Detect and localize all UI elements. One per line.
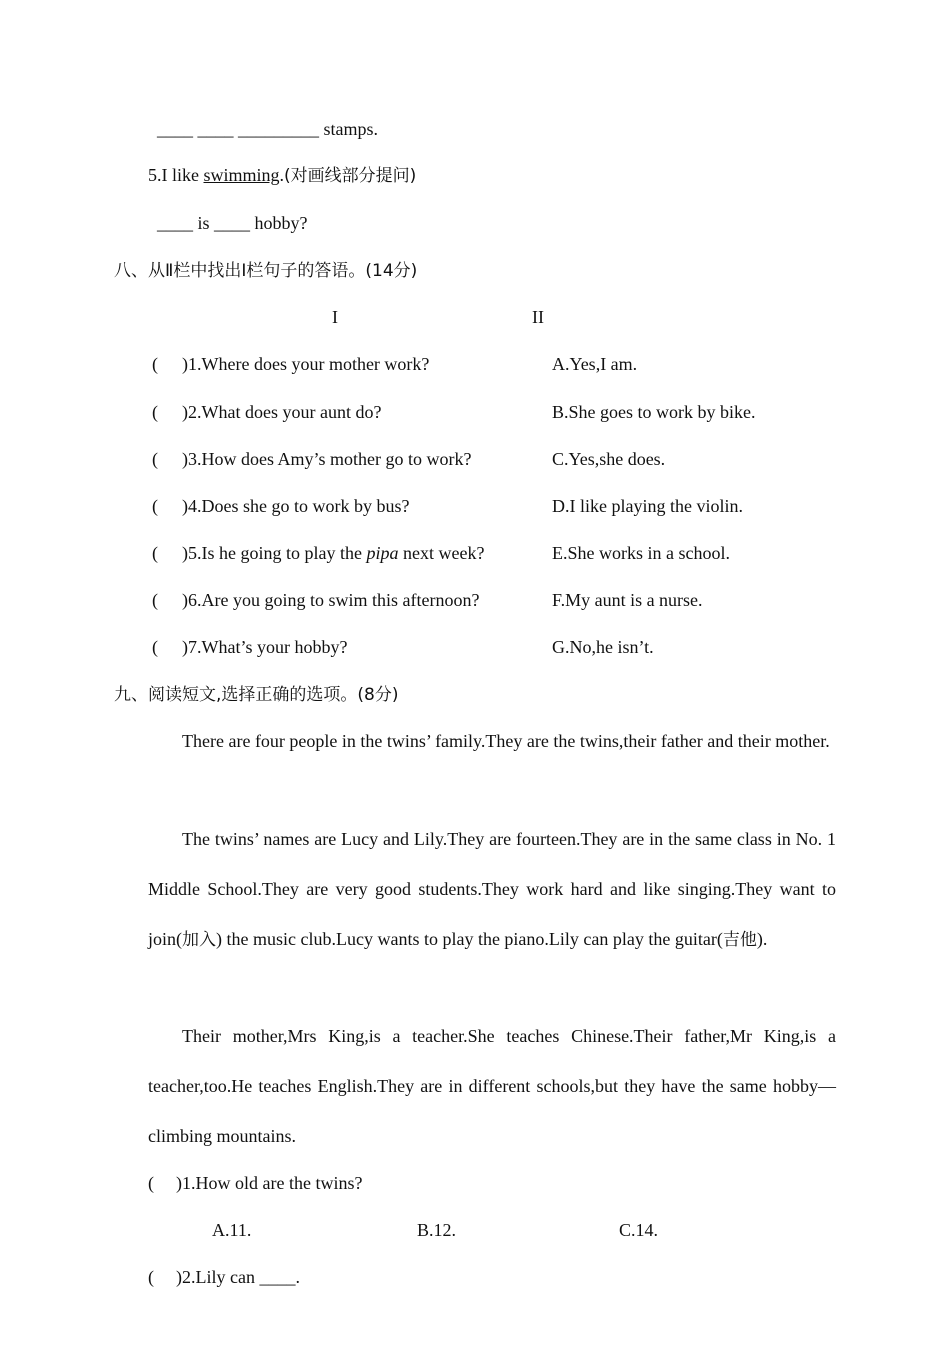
q5-suffix: . bbox=[279, 165, 285, 185]
answer-paren: ( bbox=[152, 449, 158, 469]
match-question: )4.Does she go to work by bus? bbox=[182, 496, 410, 516]
answer-paren: ( bbox=[152, 402, 158, 422]
stamps-answer-line: ____ ____ _________ stamps. bbox=[157, 119, 379, 139]
q5-pre: )5.Is he going to play the bbox=[182, 543, 367, 563]
q5-prefix: 5.I like bbox=[148, 165, 204, 185]
q5-instruction: (对画线部分提问) bbox=[284, 166, 417, 186]
answer-paren: ( bbox=[152, 637, 158, 657]
passage-paragraph-2 bbox=[148, 814, 836, 965]
option-b: B.12. bbox=[417, 1220, 457, 1240]
q5-underlined-word: swimming bbox=[203, 165, 280, 185]
match-answer: E.She works in a school. bbox=[552, 543, 730, 563]
answer-paren: ( bbox=[152, 496, 158, 516]
match-question: )6.Are you going to swim this afternoon? bbox=[182, 590, 480, 610]
option-c: C.14. bbox=[619, 1220, 659, 1240]
option-a: A.11. bbox=[212, 1220, 252, 1240]
match-answer: F.My aunt is a nurse. bbox=[552, 590, 703, 610]
column-2-header: II bbox=[532, 307, 544, 327]
q5-italic-word: pipa bbox=[366, 543, 399, 563]
question-text: )1.How old are the twins? bbox=[176, 1173, 363, 1193]
reading-question-2 bbox=[148, 1265, 300, 1289]
answer-paren: ( bbox=[152, 354, 158, 374]
question-5-line bbox=[148, 163, 416, 188]
match-answer: C.Yes,she does. bbox=[552, 449, 666, 469]
paragraph-3-text: Their mother,Mrs King,is a teacher.She teaches Chinese.Their father,Mr King,is a teacher,too.He teaches English.They are in different schools,but they have the same hobby—climbing mountains. bbox=[148, 1026, 836, 1146]
match-question: )2.What does your aunt do? bbox=[182, 402, 382, 422]
q5-post: next week? bbox=[398, 543, 485, 563]
reading-question-1 bbox=[148, 1171, 362, 1195]
p2-part-c: ). bbox=[756, 929, 768, 949]
match-answer: B.She goes to work by bike. bbox=[552, 402, 756, 422]
column-1-header: I bbox=[332, 307, 338, 327]
p2-chinese-guitar: 吉他 bbox=[722, 930, 757, 950]
p2-part-a: The twins’ names are Lucy and Lily.They are fourteen.They are in the same class in No. 1 Middle School.They are very good students.They work hard and like singing.They want to join( bbox=[148, 829, 836, 949]
match-answer: D.I like playing the violin. bbox=[552, 496, 743, 516]
passage-paragraph-3 bbox=[148, 1011, 836, 1161]
match-question: )7.What’s your hobby? bbox=[182, 637, 348, 657]
p2-chinese-join: 加入 bbox=[182, 930, 216, 950]
match-question: )3.How does Amy’s mother go to work? bbox=[182, 449, 472, 469]
paragraph-2-text bbox=[148, 814, 836, 965]
passage-paragraph-1 bbox=[148, 716, 836, 766]
paragraph-1-text: There are four people in the twins’ family.They are the twins,their father and their mother. bbox=[182, 731, 830, 751]
match-answer: A.Yes,I am. bbox=[552, 354, 638, 374]
section-9-heading: 九、阅读短文,选择正确的选项。(8分) bbox=[114, 685, 399, 705]
match-question: )1.Where does your mother work? bbox=[182, 354, 430, 374]
answer-paren: ( bbox=[152, 543, 158, 563]
answer-paren: ( bbox=[148, 1267, 154, 1287]
match-question bbox=[182, 541, 484, 565]
answer-paren: ( bbox=[152, 590, 158, 610]
question-5-answer-line: ____ is ____ hobby? bbox=[157, 213, 308, 233]
answer-paren: ( bbox=[148, 1173, 154, 1193]
match-answer: G.No,he isn’t. bbox=[552, 637, 654, 657]
p2-part-b: ) the music club.Lucy wants to play the piano.Lily can play the guitar( bbox=[216, 929, 723, 949]
question-text: )2.Lily can ____. bbox=[176, 1267, 300, 1287]
section-8-heading: 八、从Ⅱ栏中找出Ⅰ栏句子的答语。(14分) bbox=[114, 261, 418, 281]
